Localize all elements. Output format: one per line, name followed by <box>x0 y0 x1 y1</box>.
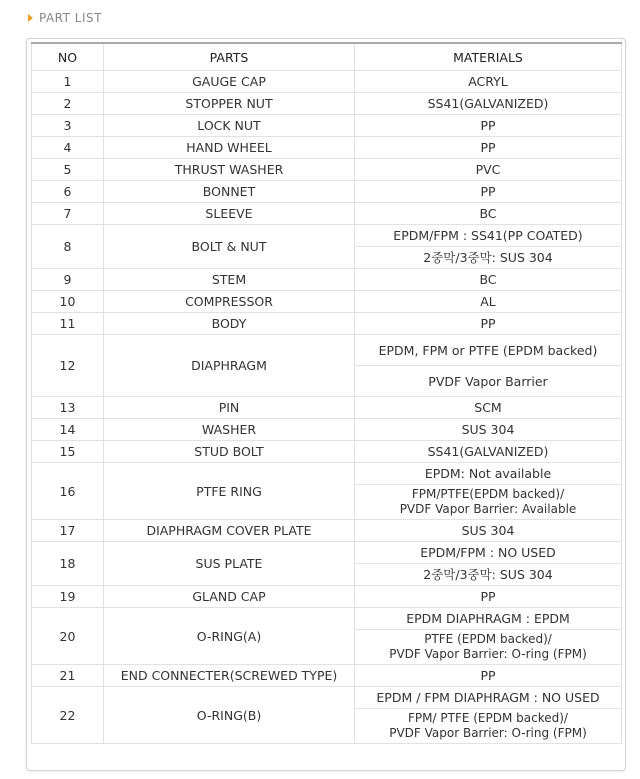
part-material: EPDM/FPM : SS41(PP COATED) <box>355 225 622 247</box>
part-name: SUS PLATE <box>104 542 355 586</box>
part-number: 22 <box>32 687 104 744</box>
part-number: 18 <box>32 542 104 586</box>
part-name: STOPPER NUT <box>104 93 355 115</box>
table-row <box>32 687 622 709</box>
part-material: SS41(GALVANIZED) <box>355 93 622 115</box>
column-header-parts: PARTS <box>104 43 355 71</box>
part-name: HAND WHEEL <box>104 137 355 159</box>
table-row <box>32 463 622 485</box>
part-name: STUD BOLT <box>104 441 355 463</box>
part-name: BOLT & NUT <box>104 225 355 269</box>
table-header-row <box>32 43 622 71</box>
column-header-materials: MATERIALS <box>355 43 622 71</box>
part-name: STEM <box>104 269 355 291</box>
table-row <box>32 441 622 463</box>
part-name: WASHER <box>104 419 355 441</box>
table-row <box>32 269 622 291</box>
table-row <box>32 419 622 441</box>
table-row <box>32 542 622 564</box>
section-title: PART LIST <box>39 11 102 25</box>
parts-table-frame <box>26 38 626 771</box>
part-number: 5 <box>32 159 104 181</box>
part-number: 8 <box>32 225 104 269</box>
part-number: 20 <box>32 608 104 665</box>
section-header <box>28 8 102 28</box>
part-name: O-RING(A) <box>104 608 355 665</box>
table-row <box>32 335 622 366</box>
table-row <box>32 93 622 115</box>
table-row <box>32 665 622 687</box>
part-material: PVDF Vapor Barrier <box>355 366 622 397</box>
part-number: 4 <box>32 137 104 159</box>
table-row <box>32 159 622 181</box>
part-material: PP <box>355 586 622 608</box>
part-material: ACRYL <box>355 71 622 93</box>
part-material: EPDM / FPM DIAPHRAGM : NO USED <box>355 687 622 709</box>
part-number: 21 <box>32 665 104 687</box>
part-material: PP <box>355 181 622 203</box>
part-number: 11 <box>32 313 104 335</box>
part-material: 2중막/3중막: SUS 304 <box>355 564 622 586</box>
table-row <box>32 291 622 313</box>
part-number: 7 <box>32 203 104 225</box>
table-row <box>32 225 622 247</box>
part-number: 13 <box>32 397 104 419</box>
table-row <box>32 586 622 608</box>
part-material: SUS 304 <box>355 520 622 542</box>
part-number: 1 <box>32 71 104 93</box>
part-number: 2 <box>32 93 104 115</box>
part-material: SCM <box>355 397 622 419</box>
part-material: PTFE (EPDM backed)/ PVDF Vapor Barrier: O-ring (FPM) <box>355 630 622 665</box>
triangle-marker-icon <box>28 14 33 22</box>
table-row <box>32 71 622 93</box>
part-material: SS41(GALVANIZED) <box>355 441 622 463</box>
part-material: PVC <box>355 159 622 181</box>
part-material: AL <box>355 291 622 313</box>
part-name: THRUST WASHER <box>104 159 355 181</box>
table-row <box>32 181 622 203</box>
part-material: EPDM DIAPHRAGM : EPDM <box>355 608 622 630</box>
part-number: 16 <box>32 463 104 520</box>
part-name: BONNET <box>104 181 355 203</box>
part-material: FPM/PTFE(EPDM backed)/ PVDF Vapor Barrier: Available <box>355 485 622 520</box>
table-row <box>32 115 622 137</box>
part-name: END CONNECTER(SCREWED TYPE) <box>104 665 355 687</box>
part-number: 15 <box>32 441 104 463</box>
part-name: BODY <box>104 313 355 335</box>
part-material: SUS 304 <box>355 419 622 441</box>
part-material: PP <box>355 115 622 137</box>
part-material: EPDM: Not available <box>355 463 622 485</box>
table-body <box>32 71 622 744</box>
table-row <box>32 313 622 335</box>
part-material: PP <box>355 313 622 335</box>
part-number: 19 <box>32 586 104 608</box>
part-name: GAUGE CAP <box>104 71 355 93</box>
table-row <box>32 520 622 542</box>
part-name: SLEEVE <box>104 203 355 225</box>
part-number: 14 <box>32 419 104 441</box>
part-number: 10 <box>32 291 104 313</box>
part-number: 12 <box>32 335 104 397</box>
part-material: PP <box>355 665 622 687</box>
part-material: PP <box>355 137 622 159</box>
part-number: 9 <box>32 269 104 291</box>
part-material: EPDM/FPM : NO USED <box>355 542 622 564</box>
part-name: PTFE RING <box>104 463 355 520</box>
part-name: COMPRESSOR <box>104 291 355 313</box>
part-name: LOCK NUT <box>104 115 355 137</box>
part-name: O-RING(B) <box>104 687 355 744</box>
part-name: GLAND CAP <box>104 586 355 608</box>
part-name: PIN <box>104 397 355 419</box>
table-row <box>32 137 622 159</box>
part-material: EPDM, FPM or PTFE (EPDM backed) <box>355 335 622 366</box>
part-number: 17 <box>32 520 104 542</box>
part-material: 2중막/3중막: SUS 304 <box>355 247 622 269</box>
part-name: DIAPHRAGM <box>104 335 355 397</box>
table-row <box>32 608 622 630</box>
part-material: BC <box>355 269 622 291</box>
table-row <box>32 203 622 225</box>
part-name: DIAPHRAGM COVER PLATE <box>104 520 355 542</box>
parts-table <box>31 42 622 744</box>
column-header-no: NO <box>32 43 104 71</box>
table-row <box>32 397 622 419</box>
part-material: FPM/ PTFE (EPDM backed)/ PVDF Vapor Barrier: O-ring (FPM) <box>355 709 622 744</box>
part-number: 3 <box>32 115 104 137</box>
part-material: BC <box>355 203 622 225</box>
part-number: 6 <box>32 181 104 203</box>
